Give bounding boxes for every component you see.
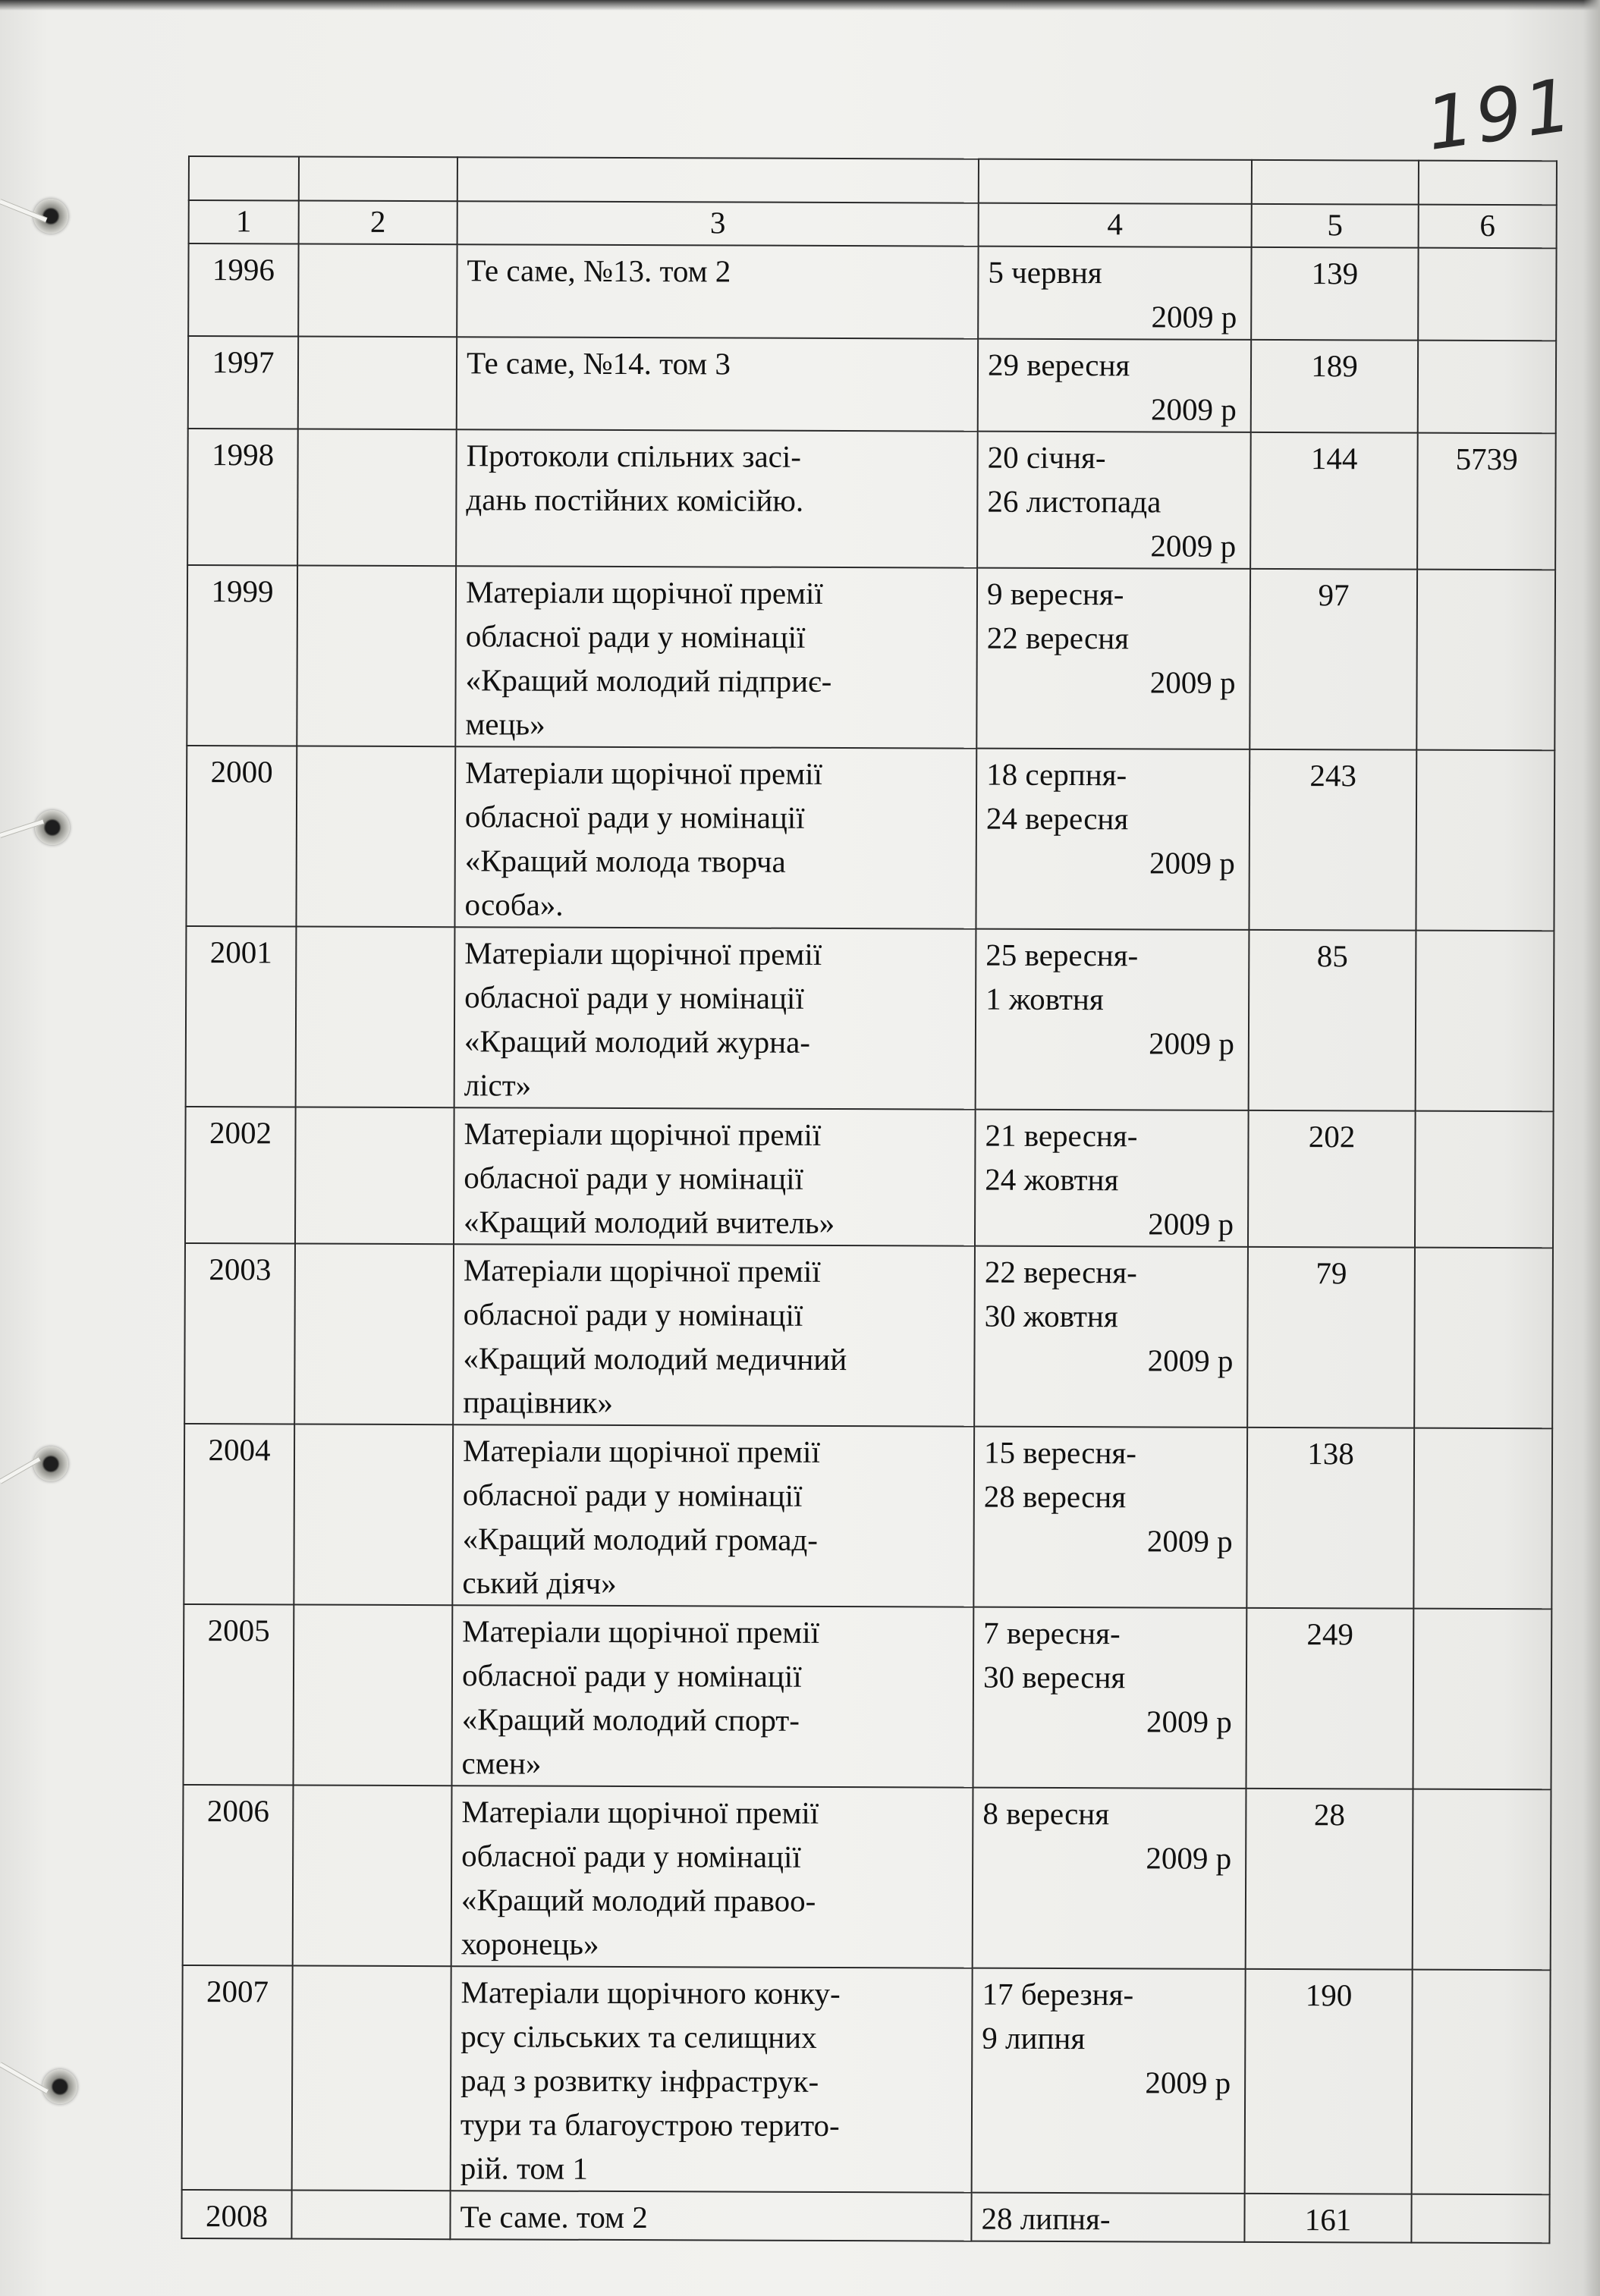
row-index xyxy=(298,244,457,338)
row-number: 1996 xyxy=(188,243,298,337)
row-number: 2007 xyxy=(182,1965,293,2191)
file-title: Матеріали щорічної премії обласної ради у номінації «Кращий молодий медичний працівник» xyxy=(463,1252,847,1420)
note-cell xyxy=(1412,1970,1551,2195)
column-number-row xyxy=(189,200,1557,248)
table-row xyxy=(181,2190,1549,2243)
table-row xyxy=(186,746,1554,931)
file-title: Матеріали щорічної премії обласної ради у номінації «Кращий молодий підприє- мець» xyxy=(465,574,832,742)
note-cell xyxy=(1413,1609,1551,1790)
date-from: 22 вересня- xyxy=(984,1254,1137,1290)
date-to: 30 жовтня xyxy=(984,1298,1118,1334)
table-row xyxy=(182,1965,1551,2194)
date-cell xyxy=(978,339,1251,432)
file-title: Матеріали щорічної премії обласної ради у номінації «Кращий молодий громад- ський діяч» xyxy=(462,1433,820,1600)
scan-top-shadow xyxy=(0,0,1600,11)
date-year: 2009 р xyxy=(1150,528,1237,564)
table-cell xyxy=(457,157,979,203)
file-title: Матеріали щорічної премії обласної ради у номінації «Кращий молодий журна- ліст» xyxy=(464,935,822,1103)
file-title: Матеріали щорічної премії обласної ради у номінації «Кращий молода творча особа». xyxy=(464,755,823,922)
table-cell xyxy=(299,157,457,202)
date-to: 1 жовтня xyxy=(985,981,1104,1017)
row-number: 2008 xyxy=(181,2190,291,2239)
date-from: 17 березня- xyxy=(982,1976,1134,2012)
row-number: 2006 xyxy=(183,1785,294,1966)
date-cell xyxy=(976,929,1250,1110)
file-title: Те саме, №14. том 3 xyxy=(466,345,731,382)
column-header: 5 xyxy=(1252,204,1419,248)
date-cell xyxy=(976,568,1250,749)
sheet-count: 28 xyxy=(1246,1789,1413,1970)
date-to: 24 вересня xyxy=(985,800,1129,837)
date-cell xyxy=(977,432,1251,569)
date-from: 20 січня- xyxy=(987,439,1106,476)
row-index xyxy=(298,337,457,430)
table-row xyxy=(188,336,1556,433)
date-year: 2009 р xyxy=(1149,845,1235,881)
file-title-cell xyxy=(453,1244,975,1426)
date-from: 21 вересня- xyxy=(985,1117,1138,1154)
sheet-count: 202 xyxy=(1248,1110,1416,1248)
note-cell xyxy=(1413,1789,1551,1971)
date-from: 29 вересня xyxy=(987,347,1130,383)
file-title-cell xyxy=(455,566,977,748)
sheet-count: 79 xyxy=(1247,1247,1415,1428)
date-cell xyxy=(973,1607,1246,1789)
sheet-count: 243 xyxy=(1249,749,1416,931)
table-row xyxy=(187,429,1556,570)
row-index xyxy=(297,566,456,747)
sheet-count: 97 xyxy=(1250,569,1417,750)
date-to: 22 вересня xyxy=(986,620,1130,656)
column-header: 6 xyxy=(1419,205,1557,249)
row-index xyxy=(292,1965,451,2191)
date-cell xyxy=(976,749,1250,930)
sheet-count: 139 xyxy=(1251,247,1418,341)
row-index xyxy=(296,927,455,1108)
date-to: 30 вересня xyxy=(982,1659,1126,1695)
date-year: 2009 р xyxy=(1147,1343,1234,1378)
sheet-count: 85 xyxy=(1249,930,1416,1111)
note-cell xyxy=(1413,1428,1552,1610)
sheet-count: 161 xyxy=(1244,2194,1411,2243)
file-title: Матеріали щорічної премії обласної ради у номінації «Кращий молодий спорт- смен» xyxy=(461,1613,820,1781)
row-number: 2000 xyxy=(186,746,297,927)
table-blank-row xyxy=(189,156,1557,205)
row-number: 1997 xyxy=(188,336,298,429)
column-header: 1 xyxy=(189,200,299,244)
date-year: 2009 р xyxy=(1146,1523,1233,1559)
table-row xyxy=(184,1424,1552,1609)
note-cell xyxy=(1416,931,1554,1112)
date-from: 18 серпня- xyxy=(986,756,1127,793)
file-title-cell xyxy=(451,1786,973,1968)
binding-hole xyxy=(42,2069,77,2104)
binding-thread xyxy=(0,2062,49,2093)
date-to: 9 липня xyxy=(982,2020,1086,2056)
date-cell xyxy=(973,1427,1247,1608)
table-row xyxy=(184,1243,1553,1428)
date-year: 2009 р xyxy=(1149,1026,1235,1061)
row-number: 2002 xyxy=(185,1107,296,1244)
file-title-cell xyxy=(457,244,978,338)
file-title-cell xyxy=(454,746,976,928)
row-index xyxy=(293,1785,452,1966)
note-cell xyxy=(1416,750,1554,931)
file-title-cell xyxy=(454,927,976,1109)
file-title-cell xyxy=(454,1107,976,1245)
date-from: 15 вересня- xyxy=(983,1434,1137,1471)
row-index xyxy=(295,1107,454,1245)
binding-hole xyxy=(33,1446,68,1481)
date-to: 24 жовтня xyxy=(985,1161,1119,1198)
file-title: Матеріали щорічної премії обласної ради у номінації «Кращий молодий правоо- хоронець» xyxy=(461,1794,819,1961)
row-number: 1999 xyxy=(187,565,297,746)
table-row xyxy=(184,1604,1552,1789)
date-cell xyxy=(974,1246,1248,1428)
date-from: 28 липня- xyxy=(981,2200,1111,2237)
file-title: Протоколи спільних засі- дань постійних комісійю. xyxy=(466,438,804,518)
inventory-table xyxy=(181,155,1558,2244)
row-index xyxy=(297,429,457,567)
file-title-cell xyxy=(450,2191,971,2241)
note-cell xyxy=(1416,570,1555,751)
date-year: 2009 р xyxy=(1151,299,1237,335)
binding-hole xyxy=(35,810,70,845)
row-number: 2003 xyxy=(184,1243,295,1424)
date-year: 2009 р xyxy=(1145,2065,1231,2100)
file-title-cell xyxy=(451,1605,973,1787)
date-from: 5 червня xyxy=(988,254,1102,291)
row-number: 2005 xyxy=(184,1604,294,1786)
page-number: 191 xyxy=(1421,61,1580,168)
table-row xyxy=(188,243,1556,341)
note-cell xyxy=(1411,2194,1549,2244)
file-title-cell xyxy=(451,1966,973,2192)
row-number: 1998 xyxy=(187,429,298,566)
table-cell xyxy=(189,156,299,201)
note-cell: 5739 xyxy=(1417,433,1556,570)
row-number: 2004 xyxy=(184,1424,294,1605)
note-cell xyxy=(1415,1111,1554,1249)
date-from: 7 вересня- xyxy=(983,1615,1121,1651)
note-cell xyxy=(1418,248,1556,341)
table-row xyxy=(186,926,1554,1111)
date-cell xyxy=(971,2193,1244,2242)
date-year: 2009 р xyxy=(1146,1704,1232,1739)
file-title-cell xyxy=(452,1424,974,1607)
file-title: Те саме, №13. том 2 xyxy=(467,253,731,289)
page-right-edge xyxy=(1583,0,1600,2296)
date-cell xyxy=(975,1110,1249,1247)
date-year: 2009 р xyxy=(1146,1840,1232,1876)
row-index xyxy=(294,1244,454,1425)
note-cell xyxy=(1414,1248,1553,1429)
table-cell xyxy=(1252,160,1419,205)
sheet-count: 138 xyxy=(1246,1428,1414,1609)
date-from: 8 вересня xyxy=(982,1795,1110,1832)
table-row xyxy=(183,1785,1551,1970)
date-cell xyxy=(972,1968,1246,2194)
date-year: 2009 р xyxy=(1151,391,1237,427)
date-cell xyxy=(978,247,1251,340)
row-index xyxy=(291,2190,450,2239)
file-title-cell xyxy=(456,429,978,567)
note-cell xyxy=(1418,341,1556,434)
date-cell xyxy=(973,1788,1246,1969)
column-header: 4 xyxy=(979,203,1252,247)
date-from: 9 вересня- xyxy=(986,576,1124,612)
sheet-count: 190 xyxy=(1245,1969,1413,2194)
file-title: Те саме. том 2 xyxy=(460,2199,648,2235)
table-cell xyxy=(1419,161,1557,206)
sheet-count: 249 xyxy=(1246,1608,1413,1789)
file-title: Матеріали щорічного конку- рсу сільських та селищних рад з розвитку інфраструк- тури та благоустрою терито- рій. том 1 xyxy=(460,1974,841,2186)
date-year: 2009 р xyxy=(1148,1206,1234,1242)
sheet-count: 189 xyxy=(1251,340,1418,433)
table-row xyxy=(187,565,1555,750)
row-index xyxy=(294,1604,453,1786)
row-index xyxy=(294,1424,453,1605)
sheet-count: 144 xyxy=(1250,432,1418,570)
row-index xyxy=(296,746,455,928)
date-to: 28 вересня xyxy=(983,1478,1127,1515)
column-header: 3 xyxy=(457,201,979,246)
file-title: Матеріали щорічної премії обласної ради у номінації «Кращий молодий вчитель» xyxy=(464,1116,835,1240)
table-cell xyxy=(979,159,1252,204)
date-from: 25 вересня- xyxy=(985,937,1139,973)
date-year: 2009 р xyxy=(1149,664,1236,700)
date-to: 26 листопада xyxy=(987,483,1161,520)
file-title-cell xyxy=(457,337,978,431)
column-header: 2 xyxy=(299,201,457,245)
row-number: 2001 xyxy=(186,926,297,1107)
table-row xyxy=(185,1107,1554,1248)
